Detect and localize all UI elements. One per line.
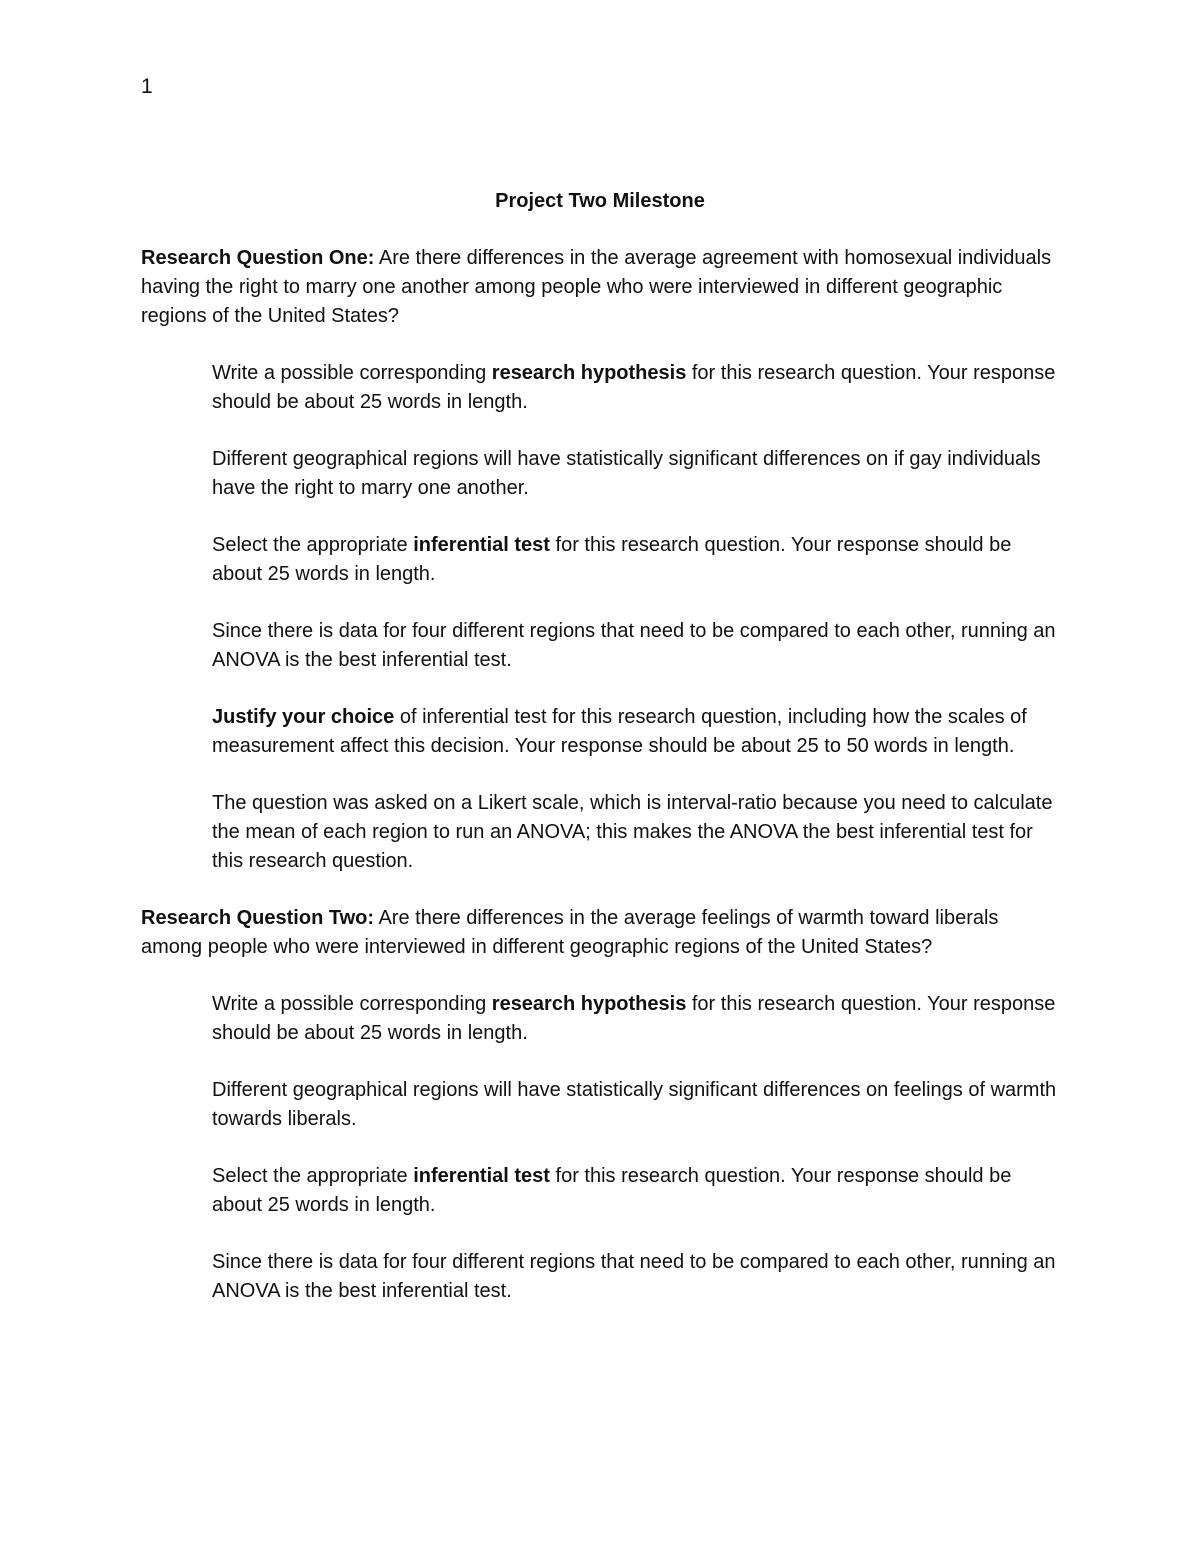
prompt-text: for this research question. Your response should be about 25 words in length. <box>212 362 1056 413</box>
prompt-text: Write a possible corresponding <box>212 993 492 1015</box>
prompt-text: Write a possible corresponding <box>212 362 492 384</box>
prompt-emphasis: research hypothesis <box>491 362 687 384</box>
research-question-two <box>141 904 1061 962</box>
research-question-one-text: Are there differences in the average agreement with homosexual individuals having the right to marry one another among people who were interviewed in different geographic regions of the United States? <box>141 247 1052 327</box>
rq2-hypothesis-prompt <box>212 990 1062 1048</box>
research-question-two-label: Research Question Two: <box>141 907 375 929</box>
prompt-emphasis: inferential test <box>413 534 550 556</box>
prompt-text: Select the appropriate <box>212 534 414 556</box>
prompt-emphasis: research hypothesis <box>491 993 687 1015</box>
prompt-text: for this research question. Your response should be about 25 words in length. <box>212 1165 1012 1216</box>
rq1-justify-prompt <box>212 703 1062 761</box>
prompt-emphasis: Justify your choice <box>212 706 395 728</box>
rq1-test-answer: Since there is data for four different regions that need to be compared to each other, running an ANOVA is the best inferential test. <box>212 620 1056 671</box>
rq1-hypothesis-answer: Different geographical regions will have statistically significant differences on if gay individuals have the right to marry one another. <box>212 448 1041 499</box>
prompt-text: for this research question. Your response should be about 25 words in length. <box>212 993 1056 1044</box>
research-question-two-text: Are there differences in the average feelings of warmth toward liberals among people who were interviewed in different geographic regions of the United States? <box>141 907 999 958</box>
document-title: Project Two Milestone <box>495 190 705 212</box>
document-body <box>141 187 1061 1334</box>
rq2-test-answer: Since there is data for four different regions that need to be compared to each other, running an ANOVA is the best inferential test. <box>212 1251 1056 1302</box>
prompt-text: for this research question. Your response should be about 25 words in length. <box>212 534 1012 585</box>
page-number: 1 <box>141 75 153 98</box>
prompt-text: Select the appropriate <box>212 1165 414 1187</box>
rq1-justify-answer: The question was asked on a Likert scale, which is interval-ratio because you need to calculate the mean of each region to run an ANOVA; this makes the ANOVA the best inferential test for this research question. <box>212 792 1053 872</box>
rq2-hypothesis-answer: Different geographical regions will have statistically significant differences on feelings of warmth towards liberals. <box>212 1079 1057 1130</box>
rq2-test-prompt <box>212 1162 1062 1220</box>
prompt-emphasis: inferential test <box>413 1165 550 1187</box>
prompt-text: of inferential test for this research question, including how the scales of measurement affect this decision. Your response should be about 25 to 50 words in length. <box>212 706 1027 757</box>
rq1-test-prompt <box>212 531 1062 589</box>
rq1-hypothesis-prompt <box>212 359 1062 417</box>
research-question-one-label: Research Question One: <box>141 247 375 269</box>
research-question-one <box>141 244 1061 331</box>
